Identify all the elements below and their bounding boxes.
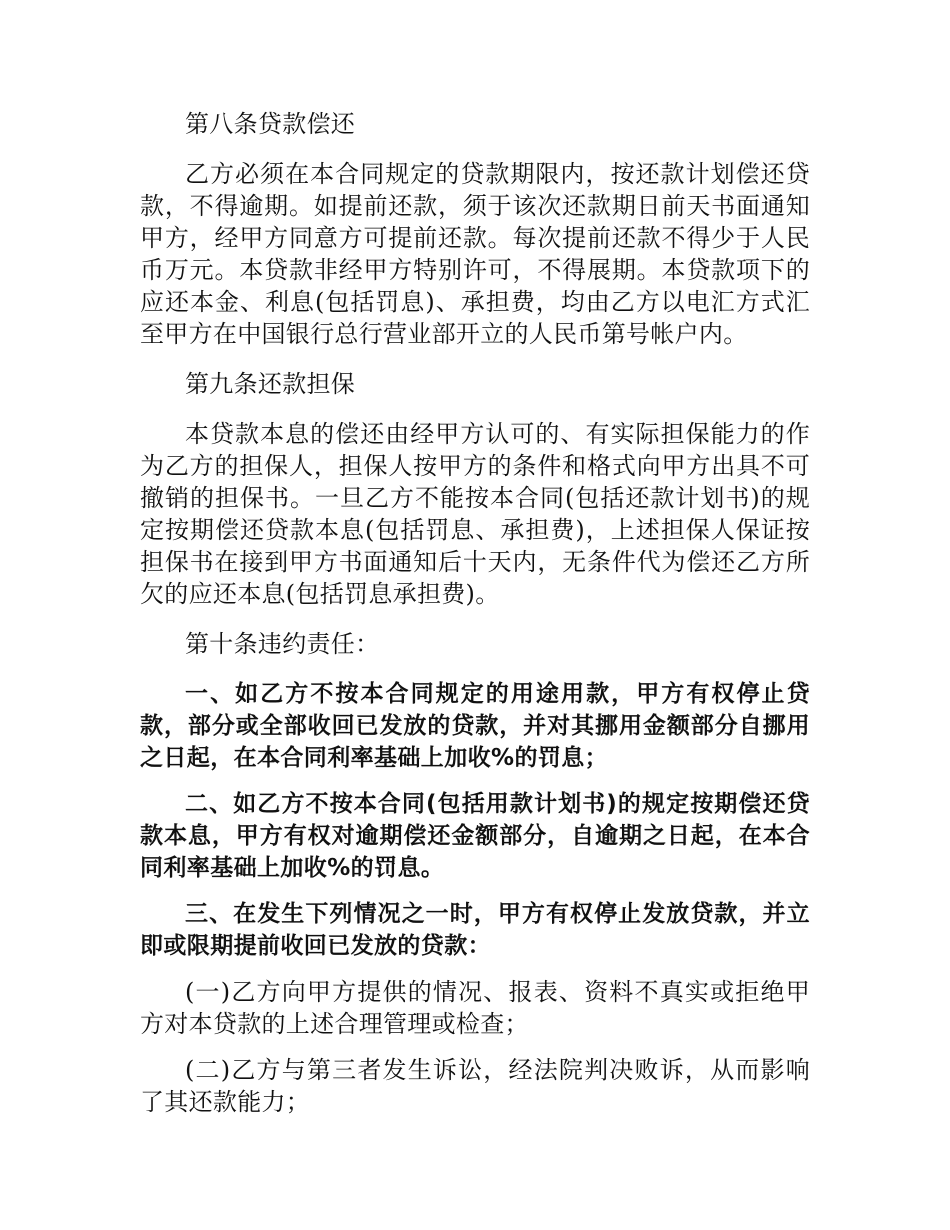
clause-2: 二、如乙方不按本合同(包括用款计划书)的规定按期偿还贷款本息，甲方有权对逾期偿还金额部分，自逾期之日起，在本合同利率基础上加收%的罚息。 bbox=[140, 791, 810, 881]
item-1: (一)乙方向甲方提供的情况、报表、资料不真实或拒绝甲方对本贷款的上述合理管理或检查； bbox=[140, 978, 810, 1038]
item-2: (二)乙方与第三者发生诉讼，经法院判决败诉，从而影响了其还款能力； bbox=[140, 1056, 810, 1116]
article-8-body: 乙方必须在本合同规定的贷款期限内，按还款计划偿还贷款，不得逾期。如提前还款，须于该次还款期日前天书面通知甲方，经甲方同意方可提前还款。每次提前还款不得少于人民币万元。本贷款非经甲方特别许可，不得展期。本贷款项下的应还本金、利息(包括罚息)、承担费，均由乙方以电汇方式汇至甲方在中国银行总行营业部开立的人民币第号帐户内。 bbox=[140, 160, 810, 348]
article-8-title: 第八条贷款偿还 bbox=[185, 110, 356, 138]
clause-3: 三、在发生下列情况之一时，甲方有权停止发放贷款，并立即或限期提前收回已发放的贷款： bbox=[140, 901, 810, 959]
clause-1: 一、如乙方不按本合同规定的用途用款，甲方有权停止贷款，部分或全部收回已发放的贷款，并对其挪用金额部分自挪用之日起，在本合同利率基础上加收%的罚息； bbox=[140, 681, 810, 771]
document-page bbox=[140, 108, 810, 1132]
article-10-title: 第十条违约责任： bbox=[185, 630, 380, 658]
article-9-body: 本贷款本息的偿还由经甲方认可的、有实际担保能力的作为乙方的担保人，担保人按甲方的条件和格式向甲方出具不可撤销的担保书。一旦乙方不能按本合同(包括还款计划书)的规定按期偿还贷款本息(包括罚息、承担费)，上述担保人保证按担保书在接到甲方书面通知后十天内，无条件代为偿还乙方所欠的应还本息(包括罚息承担费)。 bbox=[140, 420, 810, 608]
article-9-title: 第九条还款担保 bbox=[185, 370, 356, 398]
